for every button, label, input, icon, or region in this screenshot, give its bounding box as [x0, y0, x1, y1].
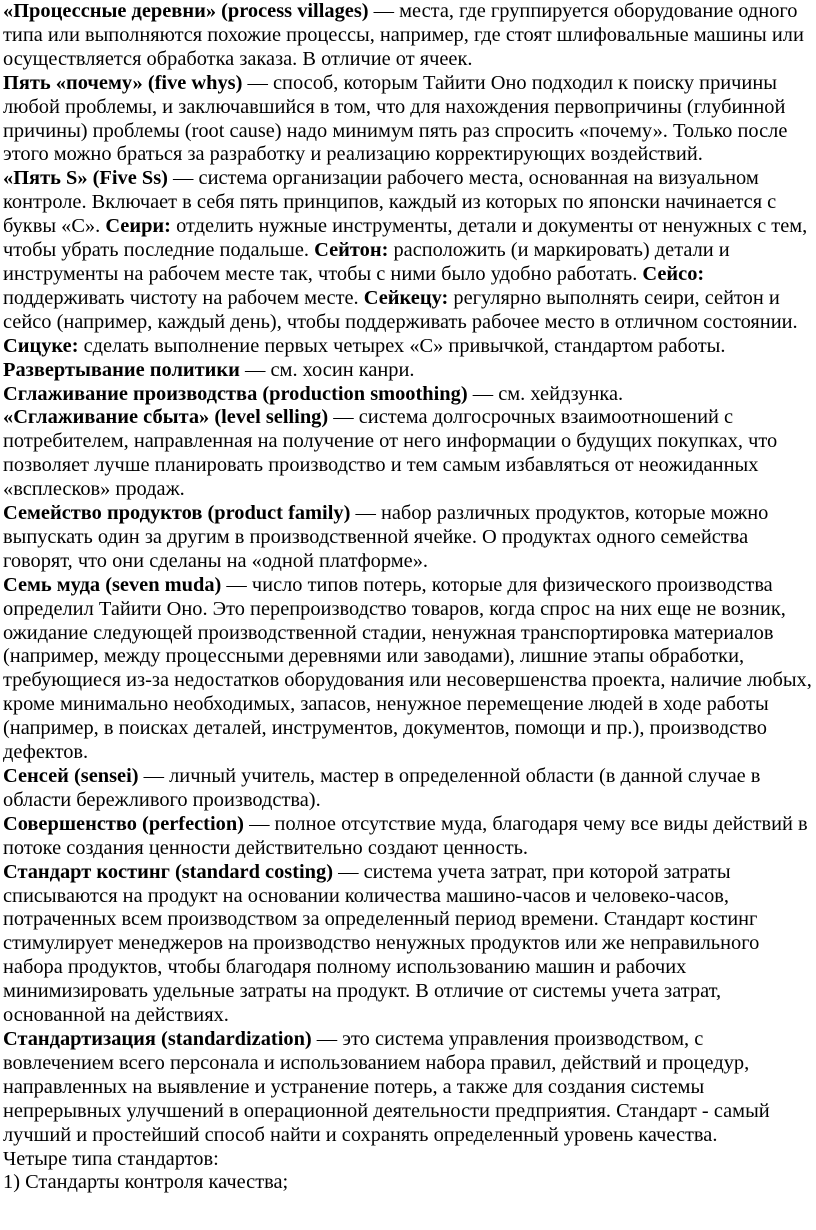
- glossary-entry: [3, 813, 813, 861]
- glossary-definition: — личный учитель, мастер в определенной области (в данной случае в области бережливого производства).: [3, 765, 761, 811]
- glossary-term: Сейтон:: [314, 239, 389, 262]
- glossary-term: Сенсей (sensei): [3, 765, 139, 787]
- glossary-entry: [3, 406, 813, 502]
- glossary-definition: — см. хосин канри.: [239, 358, 415, 381]
- glossary-term: Стандарт костинг (standard costing): [3, 860, 333, 883]
- glossary-term: «Пять S» (Five Ss): [3, 167, 168, 190]
- glossary-definition: расположить (и маркировать) детали и инструменты на рабочем месте так, чтобы с ними было удобно работать.: [3, 239, 730, 285]
- glossary-term: Семь муда (seven muda): [3, 573, 222, 596]
- glossary-term: Пять «почему» (five whys): [3, 71, 243, 94]
- glossary-definition: отделить нужные инструменты, детали и документы от ненужных с тем, чтобы убрать последние подальше.: [3, 215, 808, 262]
- glossary-definition: — число типов потерь, которые для физического производства определил Тайити Оно. Это перепроизводство товаров, когда спрос на них еще не возник, ожидание следующей производственной стадии, ненужная транспортировка материалов (например, между процессными деревнями или заводами), лишние этапы обработки, требующиеся из-за недостатков оборудования или несовершенства проекта, наличие любых, кроме минимально необходимых, запасов, ненужное перемещение людей в ходе работы (например, в поисках деталей, инструментов, документов, помощи и пр.), производство дефектов.: [3, 573, 812, 764]
- glossary-term: «Сглаживание сбыта» (level selling): [3, 406, 329, 429]
- glossary-term: Стандартизация (standardization): [3, 1027, 312, 1050]
- glossary-entry: [3, 574, 813, 765]
- glossary-definition: — система организации рабочего места, основанная на визуальном контроле. Включает в себя пять принципов, каждый из которых по японски начинается с буквы «С».: [3, 167, 777, 238]
- glossary-definition: — полное отсутствие муда, благодаря чему все виды действий в потоке создания ценности действительно создают ценность.: [3, 812, 808, 859]
- glossary-definition: — набор различных продуктов, которые можно выпускать один за другим в производственной ячейке. О продуктах одного семейства говорят, что они сделаны на «одной платформе».: [3, 502, 769, 572]
- glossary-entry: [3, 359, 813, 383]
- glossary-entry: [3, 72, 813, 168]
- glossary-entry: [3, 502, 813, 574]
- glossary-definition: сделать выполнение первых четырех «С» привычкой, стандартом работы.: [78, 334, 726, 357]
- glossary-entries: [3, 0, 813, 1148]
- glossary-definition: регулярно выполнять сеири, сейтон и сейсо (например, каждый день), чтобы поддерживать рабочее место в отличном состоянии.: [3, 286, 798, 333]
- glossary-definition: — система долгосрочных взаимоотношений с потребителем, направленная на получение от него информации о будущих покупках, что позволяет лучше планировать производство и тем самым избавляться от неожиданных «всплесков» продаж.: [3, 406, 778, 501]
- standards-intro: Четыре типа стандартов:: [3, 1147, 219, 1170]
- glossary-entry: [3, 765, 813, 813]
- glossary-definition: поддерживать чистоту на рабочем месте.: [3, 286, 364, 309]
- glossary-definition: — система учета затрат, при которой затраты списываются на продукт на основании количества машино-часов и человеко-часов, потраченных всем производством за определенный период времени. Стандарт костинг стимулирует менеджеров на производство ненужных продуктов или же неправильного набора продуктов, чтобы благодаря полному использованию машин и рабочих минимизировать удельные затраты на продукт. В отличие от системы учета затрат, основанной на действиях.: [3, 860, 760, 1027]
- glossary-term: Сейкецу:: [363, 286, 449, 309]
- glossary-definition: — способ, которым Тайити Оно подходил к поиску причины любой проблемы, и заключавшийся в том, что для нахождения первопричины (глубинной причины) проблемы (root cause) надо минимум пять раз спросить «почему». Только после этого можно браться за разработку и реализацию корректирующих воздействий.: [3, 71, 788, 166]
- glossary-definition: — места, где группируется оборудование одного типа или выполняются похожие процессы, например, где стоят шлифовальные машины или осуществляется обработка заказа. В отличие от ячеек.: [3, 0, 804, 70]
- glossary-term: Сеири:: [105, 215, 171, 238]
- glossary-definition: — это система управления производством, с вовлечением всего персонала и использованием набора правил, действий и процедур, направленных на выявление и устранение потерь, а также для создания системы непрерывных улучшений в операционной деятельности предприятия. Стандарт - самый лучший и простейший способ найти и сохранять определенный уровень качества.: [3, 1027, 770, 1146]
- glossary-term: «Процессные деревни» (process villages): [3, 0, 369, 22]
- glossary-term: Развертывание политики: [3, 358, 240, 381]
- glossary-definition: — см. хейдзунка.: [467, 382, 624, 405]
- glossary-term: Совершенство (perfection): [3, 812, 244, 835]
- glossary-entry: [3, 1028, 813, 1148]
- glossary-entry: [3, 861, 813, 1028]
- glossary-term: Сицуке:: [3, 334, 79, 357]
- glossary-entry: [3, 167, 813, 358]
- standards-list-item: 1) Стандарты контроля качества;: [3, 1171, 289, 1194]
- glossary-term: Семейство продуктов (product family): [3, 502, 351, 525]
- glossary-entry: [3, 383, 813, 407]
- glossary-term: Сглаживание производства (production smoothing): [3, 382, 468, 405]
- glossary-term: Сейсо:: [642, 262, 705, 285]
- glossary-entry: [3, 0, 813, 72]
